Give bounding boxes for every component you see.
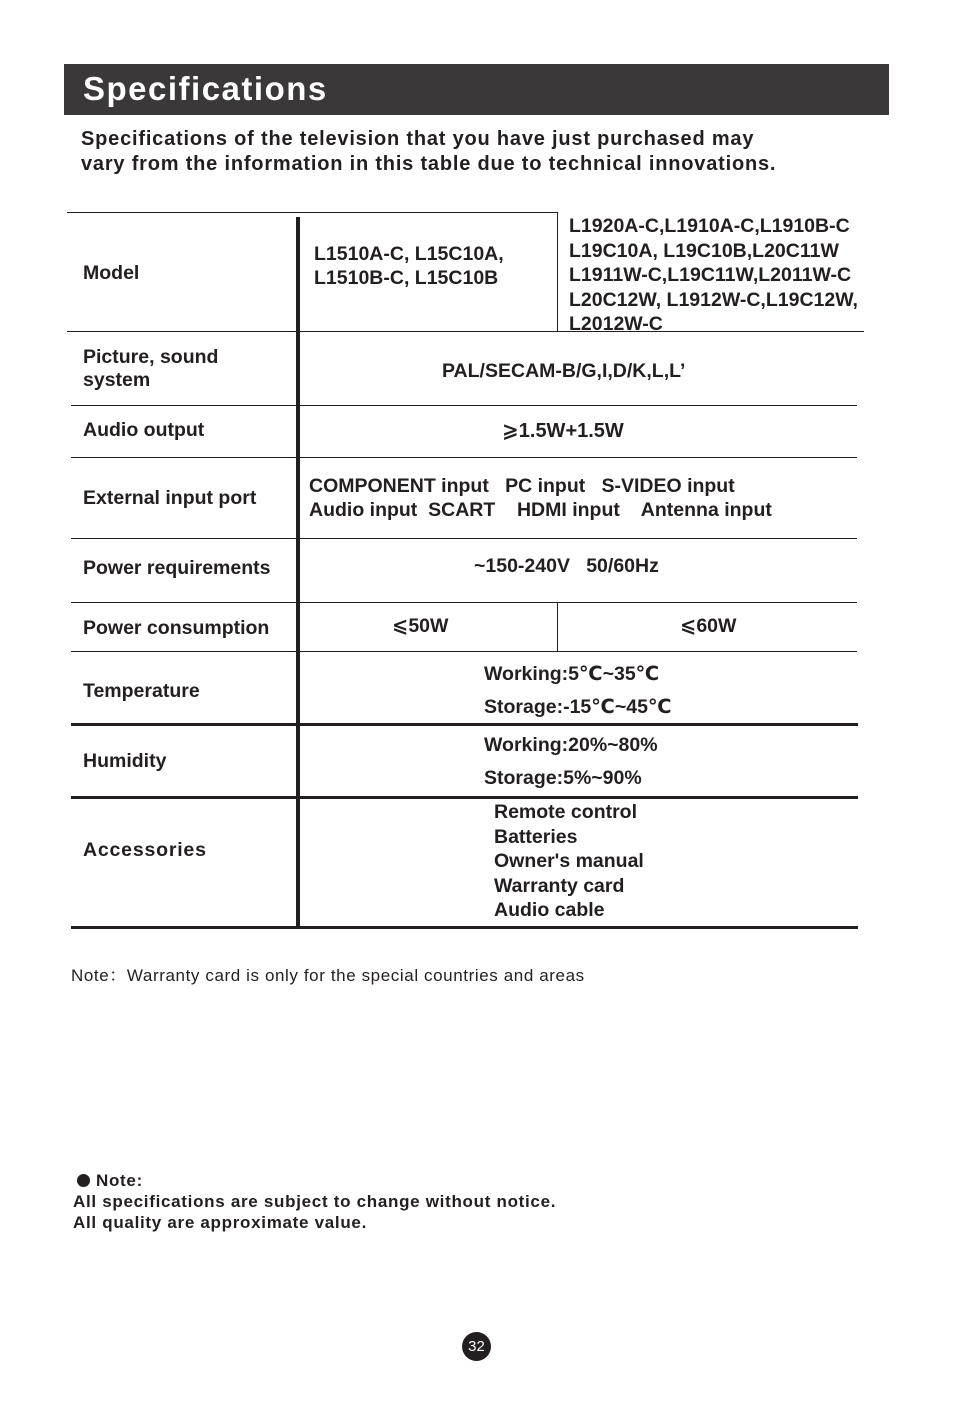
model-label: Model bbox=[83, 262, 140, 284]
model-large-line: L1920A-C,L1910A-C,L1910B-C bbox=[569, 215, 850, 237]
model-large-line: L20C12W, L1912W-C,L19C12W, bbox=[569, 288, 858, 311]
picture-sound-label bbox=[83, 346, 218, 392]
intro-line-1: Specifications of the television that you have just purchased may bbox=[81, 128, 755, 150]
row-rule bbox=[71, 723, 858, 726]
power-column-divider bbox=[557, 603, 558, 651]
picture-sound-label-line-2: system bbox=[83, 369, 151, 391]
list-item: Warranty card bbox=[494, 874, 625, 897]
table-top-rule bbox=[67, 212, 558, 213]
row-rule bbox=[71, 405, 857, 406]
model-large-line: L19C10A, L19C10B,L20C11W bbox=[569, 239, 839, 262]
note-title: Note: bbox=[96, 1171, 143, 1190]
label-column-divider bbox=[296, 217, 300, 927]
row-rule bbox=[71, 602, 857, 603]
intro-line-2: vary from the information in this table due to technical innovations. bbox=[81, 153, 777, 175]
page-number: 32 bbox=[462, 1332, 491, 1361]
power-requirements-value: ~150-240V 50/60Hz bbox=[474, 555, 659, 577]
model-large-list bbox=[569, 214, 858, 337]
model-small-line-1: L1510A-C, L15C10A, bbox=[314, 243, 504, 265]
temperature-label: Temperature bbox=[83, 680, 200, 702]
bullet-icon bbox=[77, 1174, 90, 1187]
external-input-line-2: Audio input SCART HDMI input Antenna input bbox=[309, 499, 772, 521]
power-consumption-large: ⩽60W bbox=[680, 615, 737, 637]
list-item: Batteries bbox=[494, 825, 578, 848]
list-item: Audio cable bbox=[494, 899, 605, 921]
list-item: Owner's manual bbox=[494, 850, 644, 872]
humidity-label: Humidity bbox=[83, 750, 167, 772]
audio-output-value: ⩾1.5W+1.5W bbox=[502, 420, 624, 442]
note-line-1: All specifications are subject to change without notice. bbox=[73, 1192, 557, 1211]
note-line-2: All quality are approximate value. bbox=[73, 1213, 368, 1232]
external-input-line-1: COMPONENT input PC input S-VIDEO input bbox=[309, 475, 735, 497]
humidity-storage: Storage:5%~90% bbox=[484, 767, 642, 789]
general-note bbox=[73, 1170, 556, 1233]
warranty-note: Note：Warranty card is only for the special countries and areas bbox=[71, 966, 585, 985]
accessories-label: Accessories bbox=[83, 839, 207, 861]
table-bottom-rule bbox=[71, 926, 858, 929]
row-rule bbox=[71, 796, 858, 799]
power-consumption-label: Power consumption bbox=[83, 617, 270, 639]
section-header-bar bbox=[64, 64, 889, 115]
temperature-storage: Storage:-15℃~45℃ bbox=[484, 696, 672, 718]
audio-output-label: Audio output bbox=[83, 419, 205, 441]
accessories-list bbox=[494, 800, 644, 923]
temperature-working: Working:5℃~35℃ bbox=[484, 663, 660, 685]
picture-sound-label-line-1: Picture, sound bbox=[83, 346, 219, 368]
list-item: Remote control bbox=[494, 801, 638, 823]
external-input-label: External input port bbox=[83, 487, 257, 509]
page-title: Specifications bbox=[83, 70, 328, 107]
intro-paragraph bbox=[81, 127, 901, 177]
model-small-line-2: L1510B-C, L15C10B bbox=[314, 267, 499, 289]
row-rule bbox=[71, 651, 857, 652]
power-requirements-label: Power requirements bbox=[83, 557, 271, 579]
picture-sound-value: PAL/SECAM-B/G,I,D/K,L,L’ bbox=[442, 360, 686, 382]
humidity-working: Working:20%~80% bbox=[484, 734, 658, 756]
model-large-line: L2012W-C bbox=[569, 313, 663, 335]
power-consumption-small: ⩽50W bbox=[392, 615, 449, 637]
model-large-line: L1911W-C,L19C11W,L2011W-C bbox=[569, 264, 852, 286]
model-column-divider bbox=[557, 213, 558, 331]
row-rule bbox=[71, 457, 857, 458]
row-rule bbox=[71, 538, 857, 539]
